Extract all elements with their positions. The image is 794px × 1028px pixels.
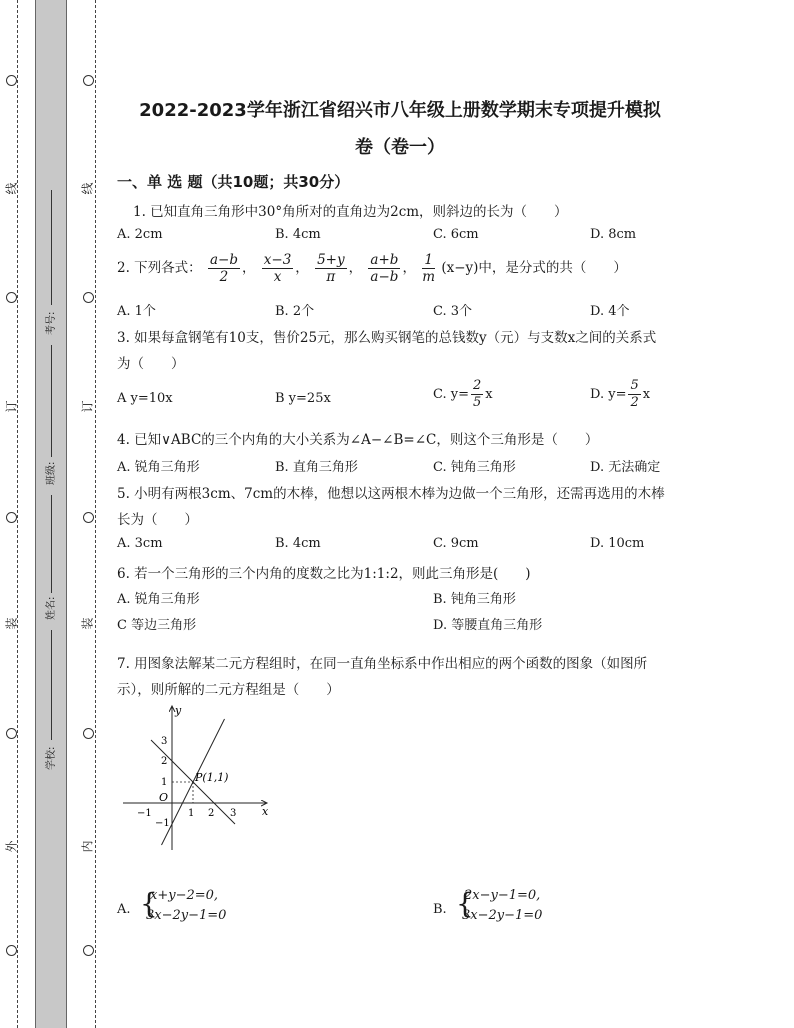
origin-label: O bbox=[159, 791, 169, 804]
y-axis-label: y bbox=[175, 704, 182, 717]
exam-number-label: 考号: bbox=[46, 311, 57, 335]
binding-hole-icon bbox=[6, 728, 17, 739]
q3-d-den: 2 bbox=[630, 395, 639, 410]
q3-option-c bbox=[433, 378, 493, 411]
q3-d-prefix: D. y= bbox=[590, 387, 627, 402]
x-tick-label: 2 bbox=[208, 808, 215, 819]
section-heading: 一、单 选 题（共10题；共30分） bbox=[117, 173, 350, 191]
question-1-stem: 1. 已知直角三角形中30°角所对的直角边为2cm，则斜边的长为（ ） bbox=[133, 204, 568, 220]
question-7-line1: 7. 用图象法解某二元方程组时，在同一直角坐标系中作出相应的两个函数的图象（如图所 bbox=[117, 656, 648, 672]
y-tick-label: 1 bbox=[161, 777, 168, 788]
q4-option-c: C. 钝角三角形 bbox=[433, 460, 516, 475]
y-tick-label: 2 bbox=[161, 756, 168, 767]
q2-fraction bbox=[315, 252, 347, 285]
binding-hole-icon bbox=[83, 512, 94, 523]
q2-fraction bbox=[208, 252, 240, 285]
margin-char-xian-outer: 线 bbox=[4, 182, 19, 195]
school-label: 学校: bbox=[46, 746, 57, 770]
margin-char-ding-outer: 订 bbox=[4, 400, 19, 413]
exam-number-field[interactable] bbox=[51, 190, 52, 305]
q5-option-b: B. 4cm bbox=[275, 536, 321, 551]
question-3-line1: 3. 如果每盒钢笔有10支，售价25元，那么购买钢笔的总钱数y（元）与支数x之间的关系式 bbox=[117, 330, 657, 346]
class-field[interactable] bbox=[51, 345, 52, 457]
x-tick-label: 3 bbox=[230, 808, 237, 819]
q7-a-eq1: x+y−2=0, bbox=[150, 888, 219, 903]
question-3-line2: 为（ ） bbox=[117, 356, 185, 372]
q3-option-d bbox=[590, 378, 650, 411]
binding-dashed-line-outer bbox=[17, 0, 18, 1028]
q3-c-prefix: C. y= bbox=[433, 387, 469, 402]
q5-option-d: D. 10cm bbox=[590, 536, 645, 551]
q7-option-b-system bbox=[456, 886, 542, 926]
q2-option-b: B. 2个 bbox=[275, 304, 315, 319]
q1-option-b: B. 4cm bbox=[275, 227, 321, 242]
q3-c-num: 2 bbox=[473, 378, 482, 393]
question-4-stem: 4. 已知∨ABC的三个内角的大小关系为∠A−∠B=∠C，则这个三角形是（ ） bbox=[117, 432, 599, 448]
q4-option-d: D. 无法确定 bbox=[590, 460, 661, 475]
q2-fraction bbox=[262, 252, 294, 285]
q3-d-suffix: x bbox=[642, 387, 651, 402]
point-p-label: P(1,1) bbox=[195, 771, 229, 784]
q2-option-c: C. 3个 bbox=[433, 304, 473, 319]
q3-c-fraction bbox=[471, 378, 483, 411]
name-label: 姓名: bbox=[46, 596, 57, 620]
q2-frac3-den: π bbox=[326, 269, 336, 285]
coordinate-graph bbox=[115, 700, 280, 855]
q2-frac2-den: x bbox=[273, 269, 282, 285]
binding-hole-icon bbox=[83, 945, 94, 956]
q7-b-eq2: 3x−2y−1=0 bbox=[462, 908, 543, 923]
q2-frac4-num: a+b bbox=[370, 252, 399, 268]
q3-c-den: 5 bbox=[473, 395, 482, 410]
q2-frac2-num: x−3 bbox=[263, 252, 292, 268]
margin-char-zhuang-inner: 装 bbox=[80, 617, 95, 630]
margin-char-nei: 内 bbox=[80, 840, 95, 853]
q7-option-b-label: B. bbox=[433, 902, 447, 917]
brace-icon: { bbox=[140, 887, 158, 920]
q2-frac1-den: 2 bbox=[219, 269, 229, 285]
name-field[interactable] bbox=[51, 495, 52, 593]
y-tick-label: −1 bbox=[155, 818, 170, 829]
binding-dashed-line-inner bbox=[95, 0, 96, 1028]
q5-option-a: A. 3cm bbox=[117, 536, 163, 551]
question-7-line2: 示），则所解的二元方程组是（ ） bbox=[117, 682, 340, 698]
margin-char-ding-inner: 订 bbox=[80, 400, 95, 413]
margin-char-wai: 外 bbox=[4, 840, 19, 853]
q6-option-b: B. 钝角三角形 bbox=[433, 592, 516, 607]
q2-suffix: (x−y)中，是分式的共（ ） bbox=[441, 260, 627, 276]
q2-frac3-num: 5+y bbox=[317, 252, 345, 268]
q2-prefix: 2. 下列各式： bbox=[117, 260, 202, 276]
q3-d-fraction bbox=[628, 378, 640, 411]
brace-icon: { bbox=[456, 887, 474, 920]
q7-option-a-system bbox=[140, 886, 226, 926]
q3-c-suffix: x bbox=[485, 387, 493, 402]
q5-option-c: C. 9cm bbox=[433, 536, 479, 551]
x-tick-label: 1 bbox=[188, 808, 195, 819]
binding-hole-icon bbox=[83, 292, 94, 303]
margin-char-zhuang-outer: 装 bbox=[4, 617, 19, 630]
binding-hole-icon bbox=[6, 292, 17, 303]
q7-a-eq2: 3x−2y−1=0 bbox=[146, 908, 227, 923]
binding-hole-icon bbox=[6, 945, 17, 956]
question-5-line2: 长为（ ） bbox=[117, 512, 198, 528]
q3-option-a: A y=10x bbox=[117, 391, 173, 406]
x-tick-label: −1 bbox=[137, 808, 152, 819]
y-tick-label: 3 bbox=[161, 736, 168, 747]
question-6-stem: 6. 若一个三角形的三个内角的度数之比为1:1:2，则此三角形是( ) bbox=[117, 566, 531, 582]
q2-frac1-num: a−b bbox=[209, 252, 238, 268]
q2-fraction bbox=[368, 252, 400, 285]
question-5-line1: 5. 小明有两根3cm、7cm的木棒，他想以这两根木棒为边做一个三角形，还需再选用的木棒 bbox=[117, 486, 665, 502]
q6-option-a: A. 锐角三角形 bbox=[117, 592, 200, 607]
q7-option-a-label: A. bbox=[117, 902, 131, 917]
page-title-line2: 卷（卷一） bbox=[355, 137, 445, 158]
q6-option-c: C 等边三角形 bbox=[117, 618, 197, 633]
x-axis-label: x bbox=[262, 805, 269, 818]
q2-frac4-den: a−b bbox=[370, 269, 399, 285]
q3-option-b: B y=25x bbox=[275, 391, 331, 406]
binding-hole-icon bbox=[6, 512, 17, 523]
q3-d-num: 5 bbox=[630, 378, 639, 393]
binding-hole-icon bbox=[83, 728, 94, 739]
q2-frac5-den: m bbox=[422, 269, 436, 285]
binding-hole-icon bbox=[83, 75, 94, 86]
margin-char-xian-inner: 线 bbox=[80, 182, 95, 195]
q2-fraction bbox=[422, 252, 435, 285]
q1-option-c: C. 6cm bbox=[433, 227, 479, 242]
q2-frac5-num: 1 bbox=[422, 252, 435, 269]
question-2-stem: 2. 下列各式： $\frac{a-b}{2}$ ， $\frac{x-3}{x}$ ， $\frac{5+y}{\pi}$ ， $\frac{a+b}{a-b}$ ， $\frac{1}{m}$ (x−y)中，是分式的共（ ） bbox=[117, 252, 627, 285]
q1-option-d: D. 8cm bbox=[590, 227, 637, 242]
binding-hole-icon bbox=[6, 75, 17, 86]
q7-b-eq1: 2x−y−1=0, bbox=[464, 888, 541, 903]
school-field[interactable] bbox=[51, 630, 52, 740]
q2-option-d: D. 4个 bbox=[590, 304, 630, 319]
q4-option-a: A. 锐角三角形 bbox=[117, 460, 200, 475]
q6-option-d: D. 等腰直角三角形 bbox=[433, 618, 543, 633]
q1-option-a: A. 2cm bbox=[117, 227, 163, 242]
q4-option-b: B. 直角三角形 bbox=[275, 460, 358, 475]
q2-option-a: A. 1个 bbox=[117, 304, 156, 319]
class-label: 班级: bbox=[46, 461, 57, 485]
page-title-line1: 2022-2023学年浙江省绍兴市八年级上册数学期末专项提升模拟 bbox=[139, 100, 661, 121]
